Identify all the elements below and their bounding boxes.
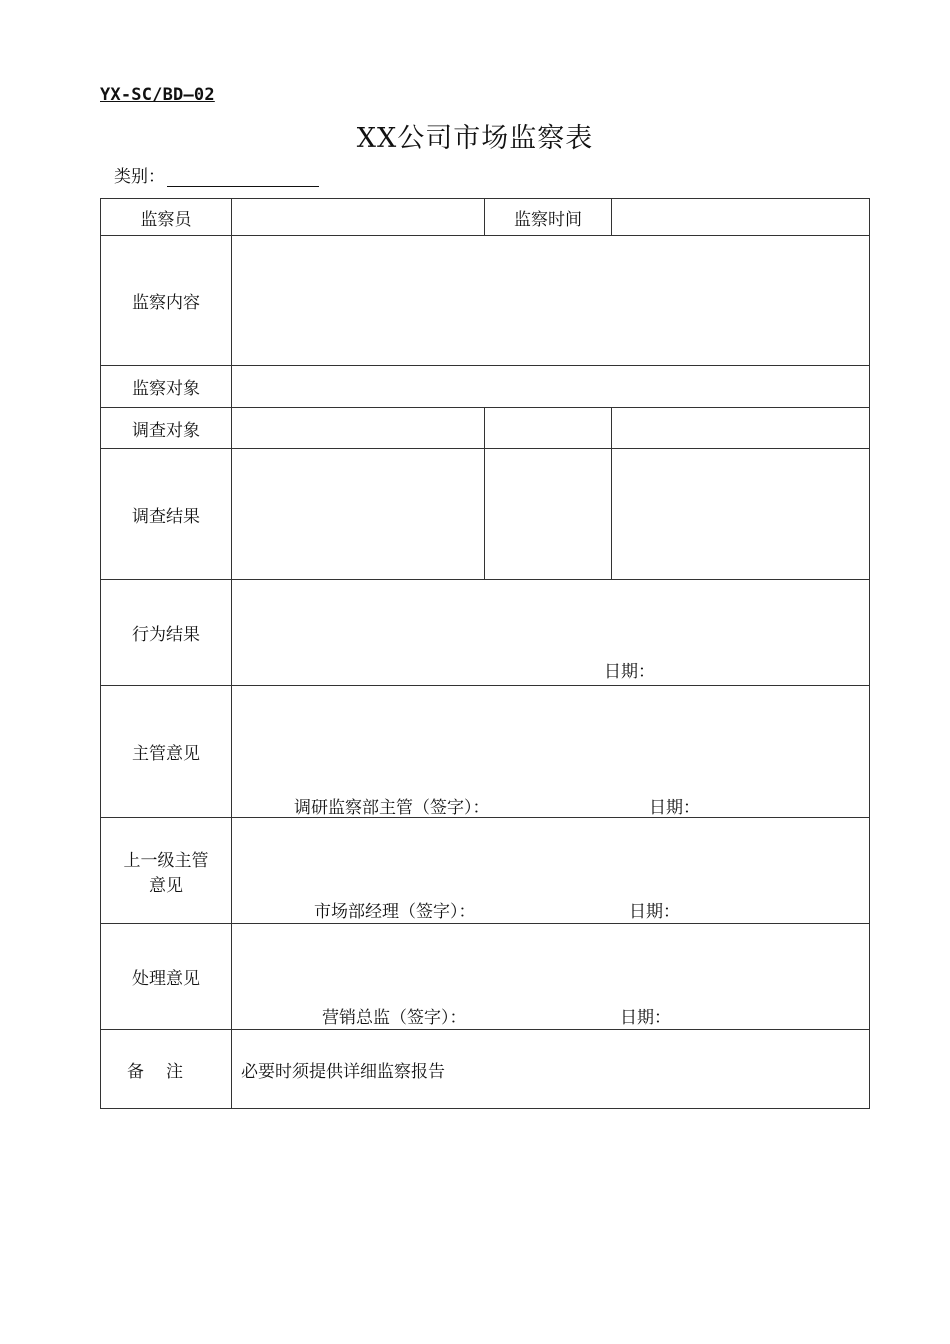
inspection-form-table (100, 198, 870, 1109)
upper-supervisor-field[interactable] (232, 818, 870, 924)
upper-supervisor-label (101, 818, 232, 924)
handling-date-label: 日期： (620, 1008, 671, 1028)
upper-label-line1: 上一级主管 (123, 850, 209, 871)
survey-result-field-1[interactable] (232, 449, 485, 580)
row-upper-supervisor (101, 818, 870, 924)
supervisor-field[interactable] (232, 686, 870, 818)
handling-field[interactable] (232, 924, 870, 1030)
survey-object-field-2[interactable] (485, 408, 612, 449)
upper-label-line2: 意见 (149, 875, 183, 896)
row-content (101, 236, 870, 366)
inspector-field[interactable] (232, 199, 485, 236)
inspect-time-label: 监察时间 (485, 199, 612, 236)
inspect-time-field[interactable] (612, 199, 870, 236)
remark-text: 必要时须提供详细监察报告 (232, 1030, 870, 1109)
row-handling (101, 924, 870, 1030)
upper-sign-label: 市场部经理（签字）： (314, 902, 476, 922)
supervisor-date-label: 日期： (649, 798, 700, 818)
upper-date-label: 日期： (629, 902, 680, 922)
survey-result-label: 调查结果 (101, 449, 232, 580)
survey-result-field-3[interactable] (612, 449, 870, 580)
category-input-line[interactable] (167, 168, 319, 187)
behavior-result-label: 行为结果 (101, 580, 232, 686)
survey-result-field-2[interactable] (485, 449, 612, 580)
behavior-date-label: 日期： (604, 662, 655, 682)
form-title: XX公司市场监察表 (356, 123, 594, 154)
row-inspector (101, 199, 870, 236)
supervisor-label: 主管意见 (101, 686, 232, 818)
survey-object-label: 调查对象 (101, 408, 232, 449)
remark-label-text: 备注 (127, 1061, 205, 1082)
remark-label (101, 1030, 232, 1109)
content-field[interactable] (232, 236, 870, 366)
row-survey-object (101, 408, 870, 449)
row-behavior-result (101, 580, 870, 686)
category-label: 类别： (114, 167, 165, 187)
behavior-result-field[interactable] (232, 580, 870, 686)
handling-label: 处理意见 (101, 924, 232, 1030)
inspector-label: 监察员 (101, 199, 232, 236)
row-supervisor (101, 686, 870, 818)
supervisor-sign-label: 调研监察部主管（签字）： (294, 798, 490, 818)
survey-object-field-3[interactable] (612, 408, 870, 449)
form-code: YX-SC/BD—02 (100, 85, 215, 105)
object-field[interactable] (232, 366, 870, 408)
category-field (114, 162, 319, 187)
handling-sign-label: 营销总监（签字）： (322, 1008, 467, 1028)
row-survey-result (101, 449, 870, 580)
survey-object-field-1[interactable] (232, 408, 485, 449)
row-object (101, 366, 870, 408)
row-remark (101, 1030, 870, 1109)
object-label: 监察对象 (101, 366, 232, 408)
content-label: 监察内容 (101, 236, 232, 366)
